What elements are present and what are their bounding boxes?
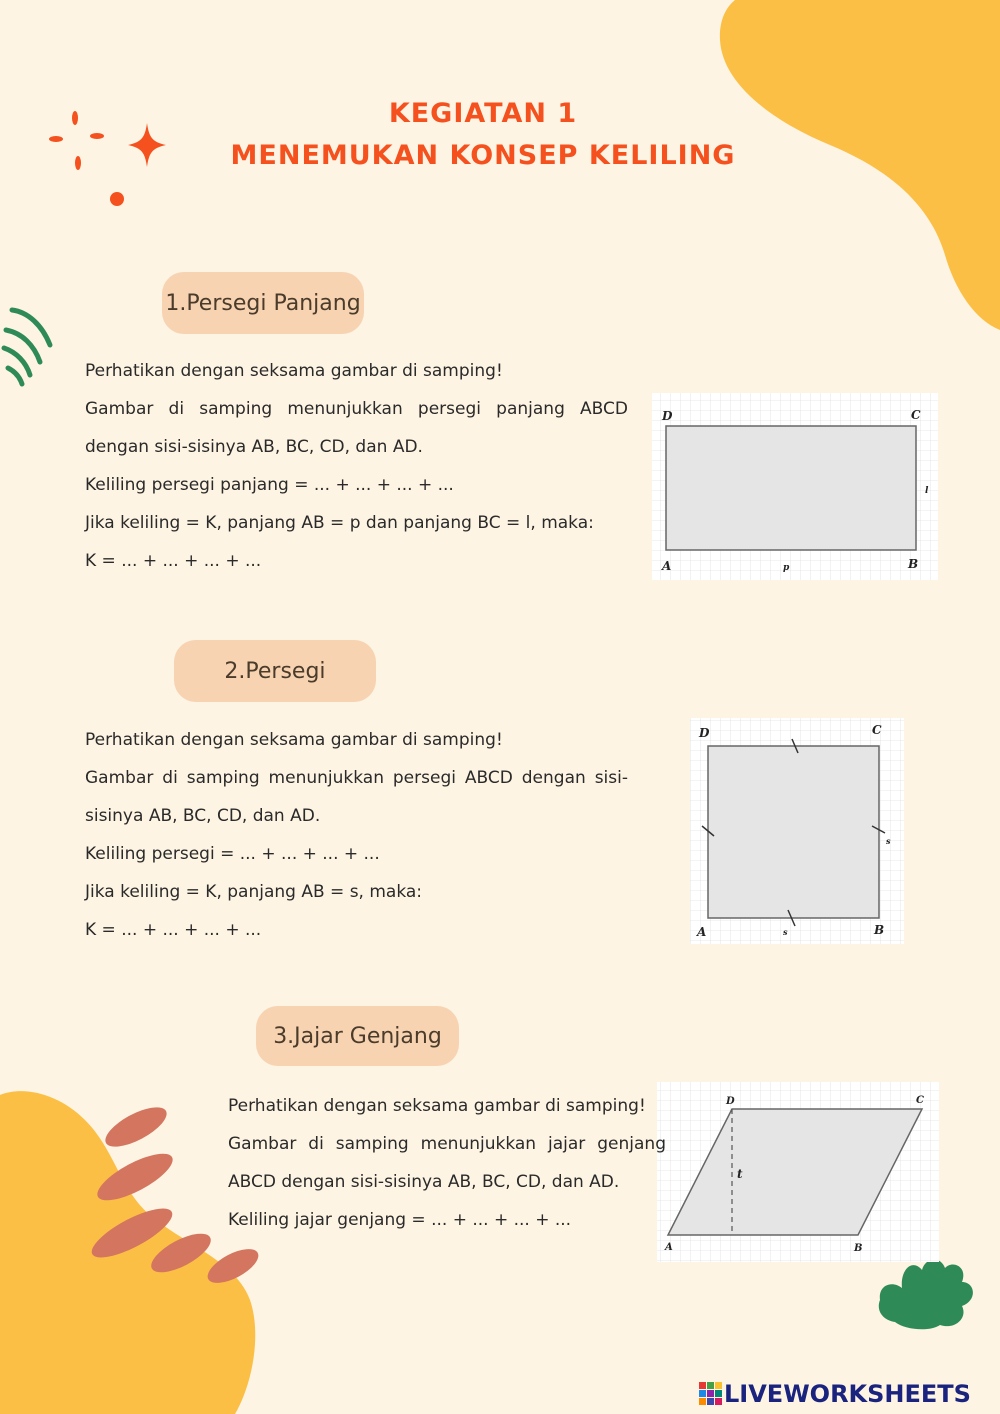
text-line: Perhatikan dengan seksama gambar di samping! (85, 730, 503, 750)
text-line: sisinya AB, BC, CD, dan AD. (85, 806, 321, 826)
label-A: A (665, 1242, 673, 1253)
text-line: Keliling jajar genjang = ... + ... + ... + ... (228, 1210, 572, 1230)
label-D: D (662, 409, 673, 423)
label-B: B (908, 557, 919, 571)
text-line: Keliling persegi panjang = ... + ... + ... + ... (85, 475, 454, 495)
text-line: Jika keliling = K, panjang AB = p dan panjang BC = l, maka: (85, 513, 594, 533)
section-text-persegi-panjang (85, 352, 628, 580)
text-line: Jika keliling = K, panjang AB = s, maka: (85, 882, 423, 902)
text-line: K = ... + ... + ... + ... (85, 920, 262, 940)
text-line: Perhatikan dengan seksama gambar di samping! (85, 361, 503, 381)
label-s: s (783, 927, 788, 937)
page-title-line1: KEGIATAN 1 (388, 98, 578, 129)
text-line: Keliling persegi = ... + ... + ... + ... (85, 844, 380, 864)
label-D: D (699, 726, 710, 740)
text-line: Perhatikan dengan seksama gambar di samping! (228, 1096, 646, 1116)
section-heading-persegi: 2.Persegi (174, 640, 376, 702)
label-A: A (662, 559, 672, 573)
label-B: B (854, 1243, 863, 1254)
section-text-persegi (85, 721, 628, 949)
liveworksheets-logo[interactable] (698, 1380, 971, 1408)
liveworksheets-text: LIVEWORKSHEETS (724, 1380, 971, 1408)
label-C: C (872, 723, 882, 737)
label-A: A (697, 925, 707, 939)
text-line: ABCD dengan sisi-sisinya AB, BC, CD, dan AD. (228, 1172, 620, 1192)
text-line: K = ... + ... + ... + ... (85, 551, 262, 571)
section-heading-persegi-panjang: 1.Persegi Panjang (162, 272, 364, 334)
label-l: l (925, 486, 929, 496)
section-heading-jajar-genjang: 3.Jajar Genjang (256, 1006, 459, 1066)
label-D: D (726, 1096, 735, 1107)
label-t: t (737, 1167, 743, 1181)
label-s: s (886, 836, 891, 846)
text-line: Gambar di samping menunjukkan persegi panjang ABCD (85, 399, 628, 419)
text-line: Gambar di samping menunjukkan jajar genjang (228, 1134, 666, 1154)
label-B: B (874, 923, 885, 937)
text-line: dengan sisi-sisinya AB, BC, CD, dan AD. (85, 437, 423, 457)
label-C: C (916, 1095, 924, 1106)
liveworksheets-grid-icon (698, 1381, 724, 1407)
section-text-jajar-genjang (228, 1087, 666, 1239)
label-C: C (911, 408, 921, 422)
label-p: p (783, 563, 790, 573)
text-line: Gambar di samping menunjukkan persegi ABCD dengan sisi- (85, 768, 628, 788)
page-title-line2: MENEMUKAN KONSEP KELILING (230, 140, 736, 171)
